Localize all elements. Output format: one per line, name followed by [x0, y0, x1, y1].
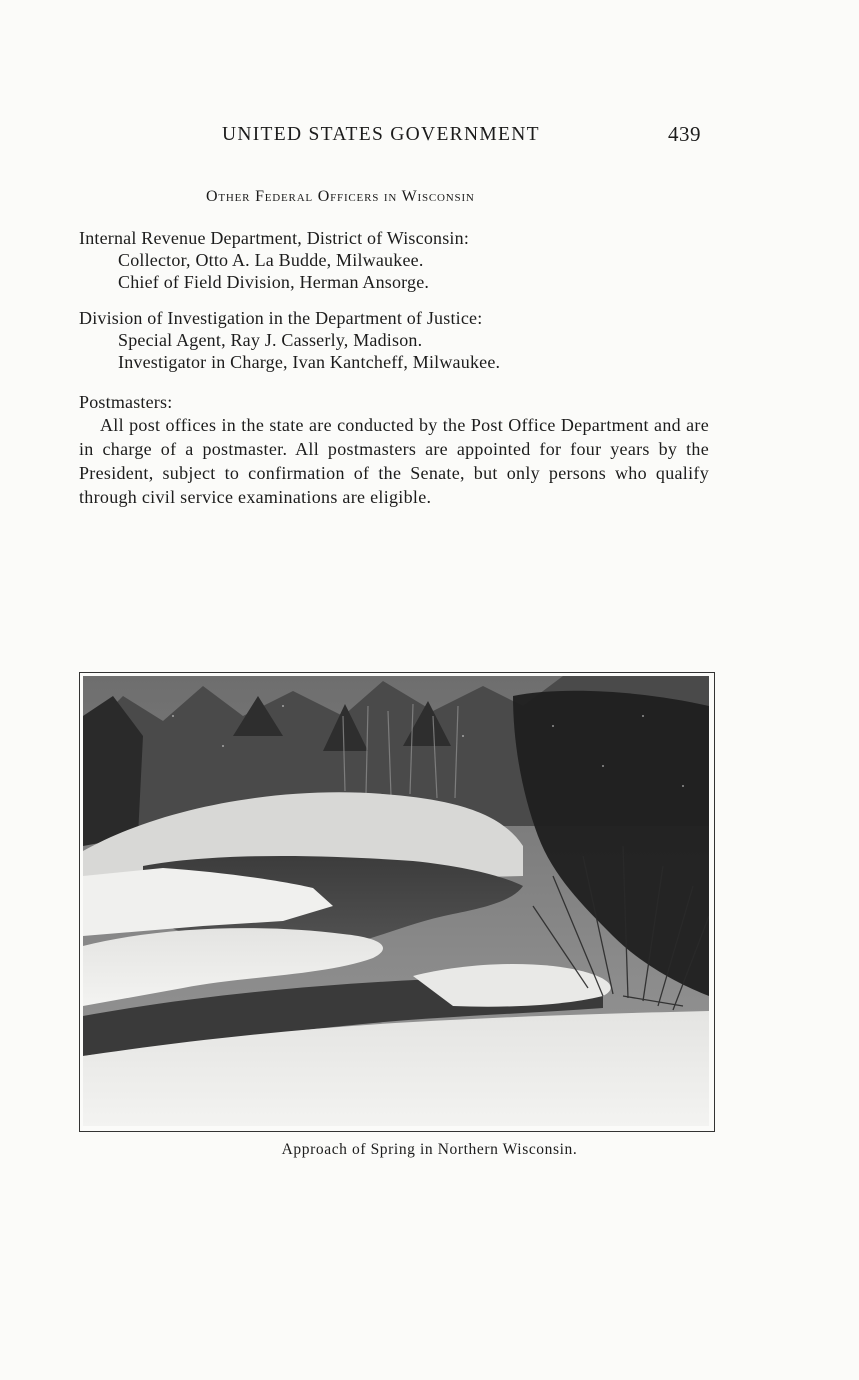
investigation-investigator: Investigator in Charge, Ivan Kantcheff, Milwaukee. [118, 352, 501, 372]
section-title: Other Federal Officers in Wisconsin [206, 188, 475, 205]
internal-revenue-heading: Internal Revenue Department, District of Wisconsin: [79, 228, 470, 248]
winter-river-photo [79, 672, 715, 1132]
investigation-heading: Division of Investigation in the Department of Justice: [79, 308, 483, 328]
page-number: 439 [668, 122, 701, 146]
postmasters-heading: Postmasters: [79, 392, 173, 412]
internal-revenue-collector: Collector, Otto A. La Budde, Milwaukee. [118, 250, 424, 270]
internal-revenue-chief: Chief of Field Division, Herman Ansorge. [118, 272, 430, 292]
postmasters-paragraph: All post offices in the state are conducted by the Post Office Department and are in charge of a postmaster. All postmasters are appointed for four years by the President, subject to confirmation of the Senate, but only persons who qualify through civil service examinations are eligible. [79, 415, 709, 507]
winter-river-illustration [83, 676, 709, 1126]
running-head [0, 124, 859, 152]
figure-caption: Approach of Spring in Northern Wisconsin. [281, 1141, 578, 1158]
investigation-special-agent: Special Agent, Ray J. Casserly, Madison. [118, 330, 423, 350]
internal-revenue-block [79, 227, 709, 293]
postmasters-block [79, 391, 709, 509]
running-title: UNITED STATES GOVERNMENT [222, 124, 540, 145]
investigation-block [79, 307, 709, 373]
